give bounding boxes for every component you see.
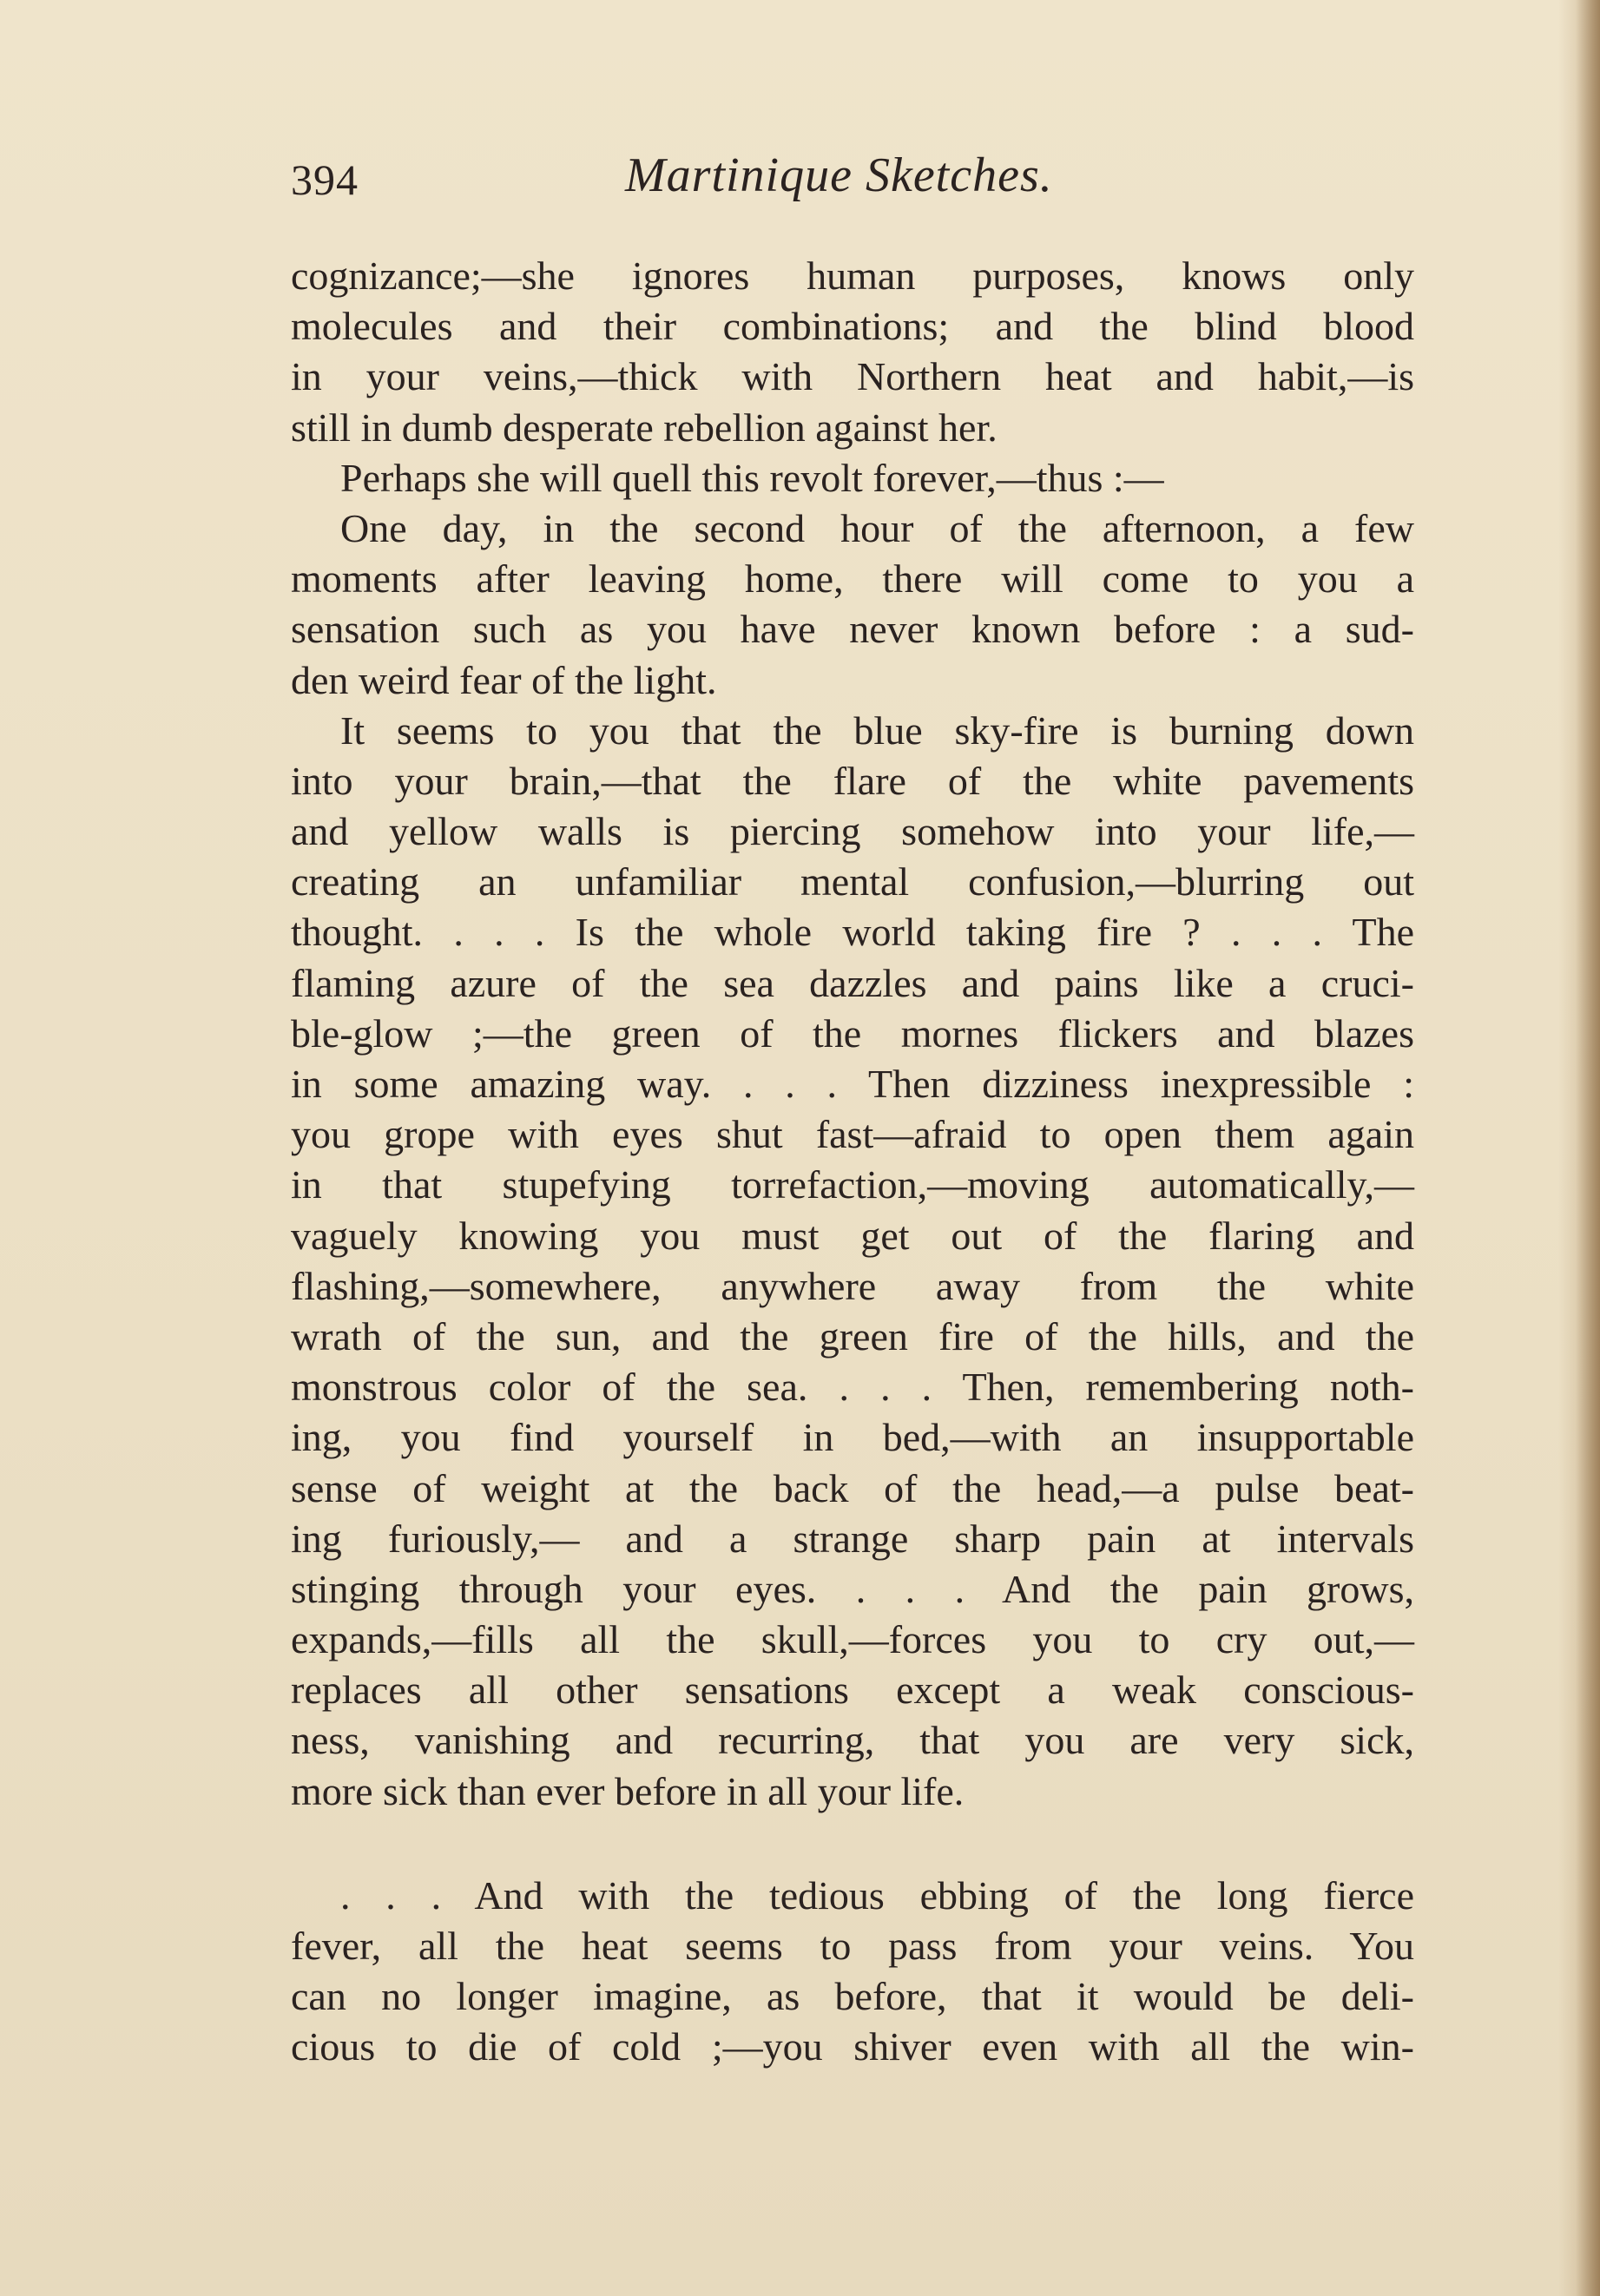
text-line: . . . And with the tedious ebbing of the long fierce — [340, 1872, 1414, 1918]
running-title: Martinique Sketches. — [625, 148, 1053, 202]
text-line: and yellow walls is piercing somehow into your life,— — [291, 809, 1414, 854]
text-line: monstrous color of the sea. . . . Then, remembering noth- — [291, 1365, 1414, 1410]
text-line: more sick than ever before in all your life. — [291, 1768, 965, 1813]
text-line: in your veins,—thick with Northern heat and habit,—is — [291, 354, 1414, 399]
text-line: creating an unfamiliar mental confusion,—blurring out — [291, 859, 1414, 905]
text-line: can no longer imagine, as before, that it would be deli- — [291, 1974, 1414, 2019]
text-line: in some amazing way. . . . Then dizziness inexpressible : — [291, 1062, 1414, 1106]
text-line: flashing,—somewhere, anywhere away from the white — [291, 1263, 1414, 1308]
text-line: sense of weight at the back of the head,—a pulse beat- — [291, 1465, 1414, 1510]
text-line: expands,—fills all the skull,—forces you to cry out,— — [291, 1617, 1414, 1662]
text-line: It seems to you that the blue sky-fire is burning down — [340, 707, 1414, 753]
page-header — [291, 148, 1419, 226]
text-line: fever, all the heat seems to pass from your veins. You — [291, 1924, 1414, 1968]
text-line: in that stupefying torrefaction,—moving automatically,— — [291, 1162, 1414, 1207]
text-line: ing furiously,— and a strange sharp pain at intervals — [291, 1516, 1414, 1561]
text-line: flaming azure of the sea dazzles and pains like a cruci- — [291, 960, 1414, 1005]
text-line: Perhaps she will quell this revolt forever,—thus :— — [340, 455, 1164, 500]
text-line: ness, vanishing and recurring, that you are very sick, — [291, 1718, 1414, 1763]
text-line: vaguely knowing you must get out of the flaring and — [291, 1213, 1414, 1258]
text-line: you grope with eyes shut fast—afraid to open them again — [291, 1112, 1414, 1157]
text-line: stinging through your eyes. . . . And the pain grows, — [291, 1566, 1414, 1611]
section-gap — [291, 1817, 1414, 1871]
text-line: still in dumb desperate rebellion against her. — [291, 405, 998, 450]
text-line: ble-glow ;—the green of the mornes flickers and blazes — [291, 1010, 1414, 1056]
text-line: molecules and their combinations; and the blind blood — [291, 304, 1414, 349]
text-line: One day, in the second hour of the afternoon, a few — [340, 505, 1414, 550]
body-text — [291, 251, 1414, 2073]
page-number: 394 — [291, 155, 359, 204]
page-edge-shadow — [1576, 0, 1600, 2296]
text-line: wrath of the sun, and the green fire of the hills, and the — [291, 1313, 1414, 1359]
text-line: sensation such as you have never known before : a sud- — [291, 607, 1414, 652]
text-line: into your brain,—that the flare of the white pavements — [291, 758, 1414, 803]
text-line: cious to die of cold ;—you shiver even with all the win- — [291, 2024, 1414, 2069]
text-line: cognizance;—she ignores human purposes, knows only — [291, 253, 1414, 298]
text-line: replaces all other sensations except a weak conscious- — [291, 1668, 1414, 1713]
text-line: moments after leaving home, there will come to you a — [291, 556, 1414, 602]
text-line: ing, you find yourself in bed,—with an insupportable — [291, 1415, 1414, 1460]
text-line: thought. . . . Is the whole world taking fire ? . . . The — [291, 910, 1414, 955]
text-line: den weird fear of the light. — [291, 657, 717, 702]
